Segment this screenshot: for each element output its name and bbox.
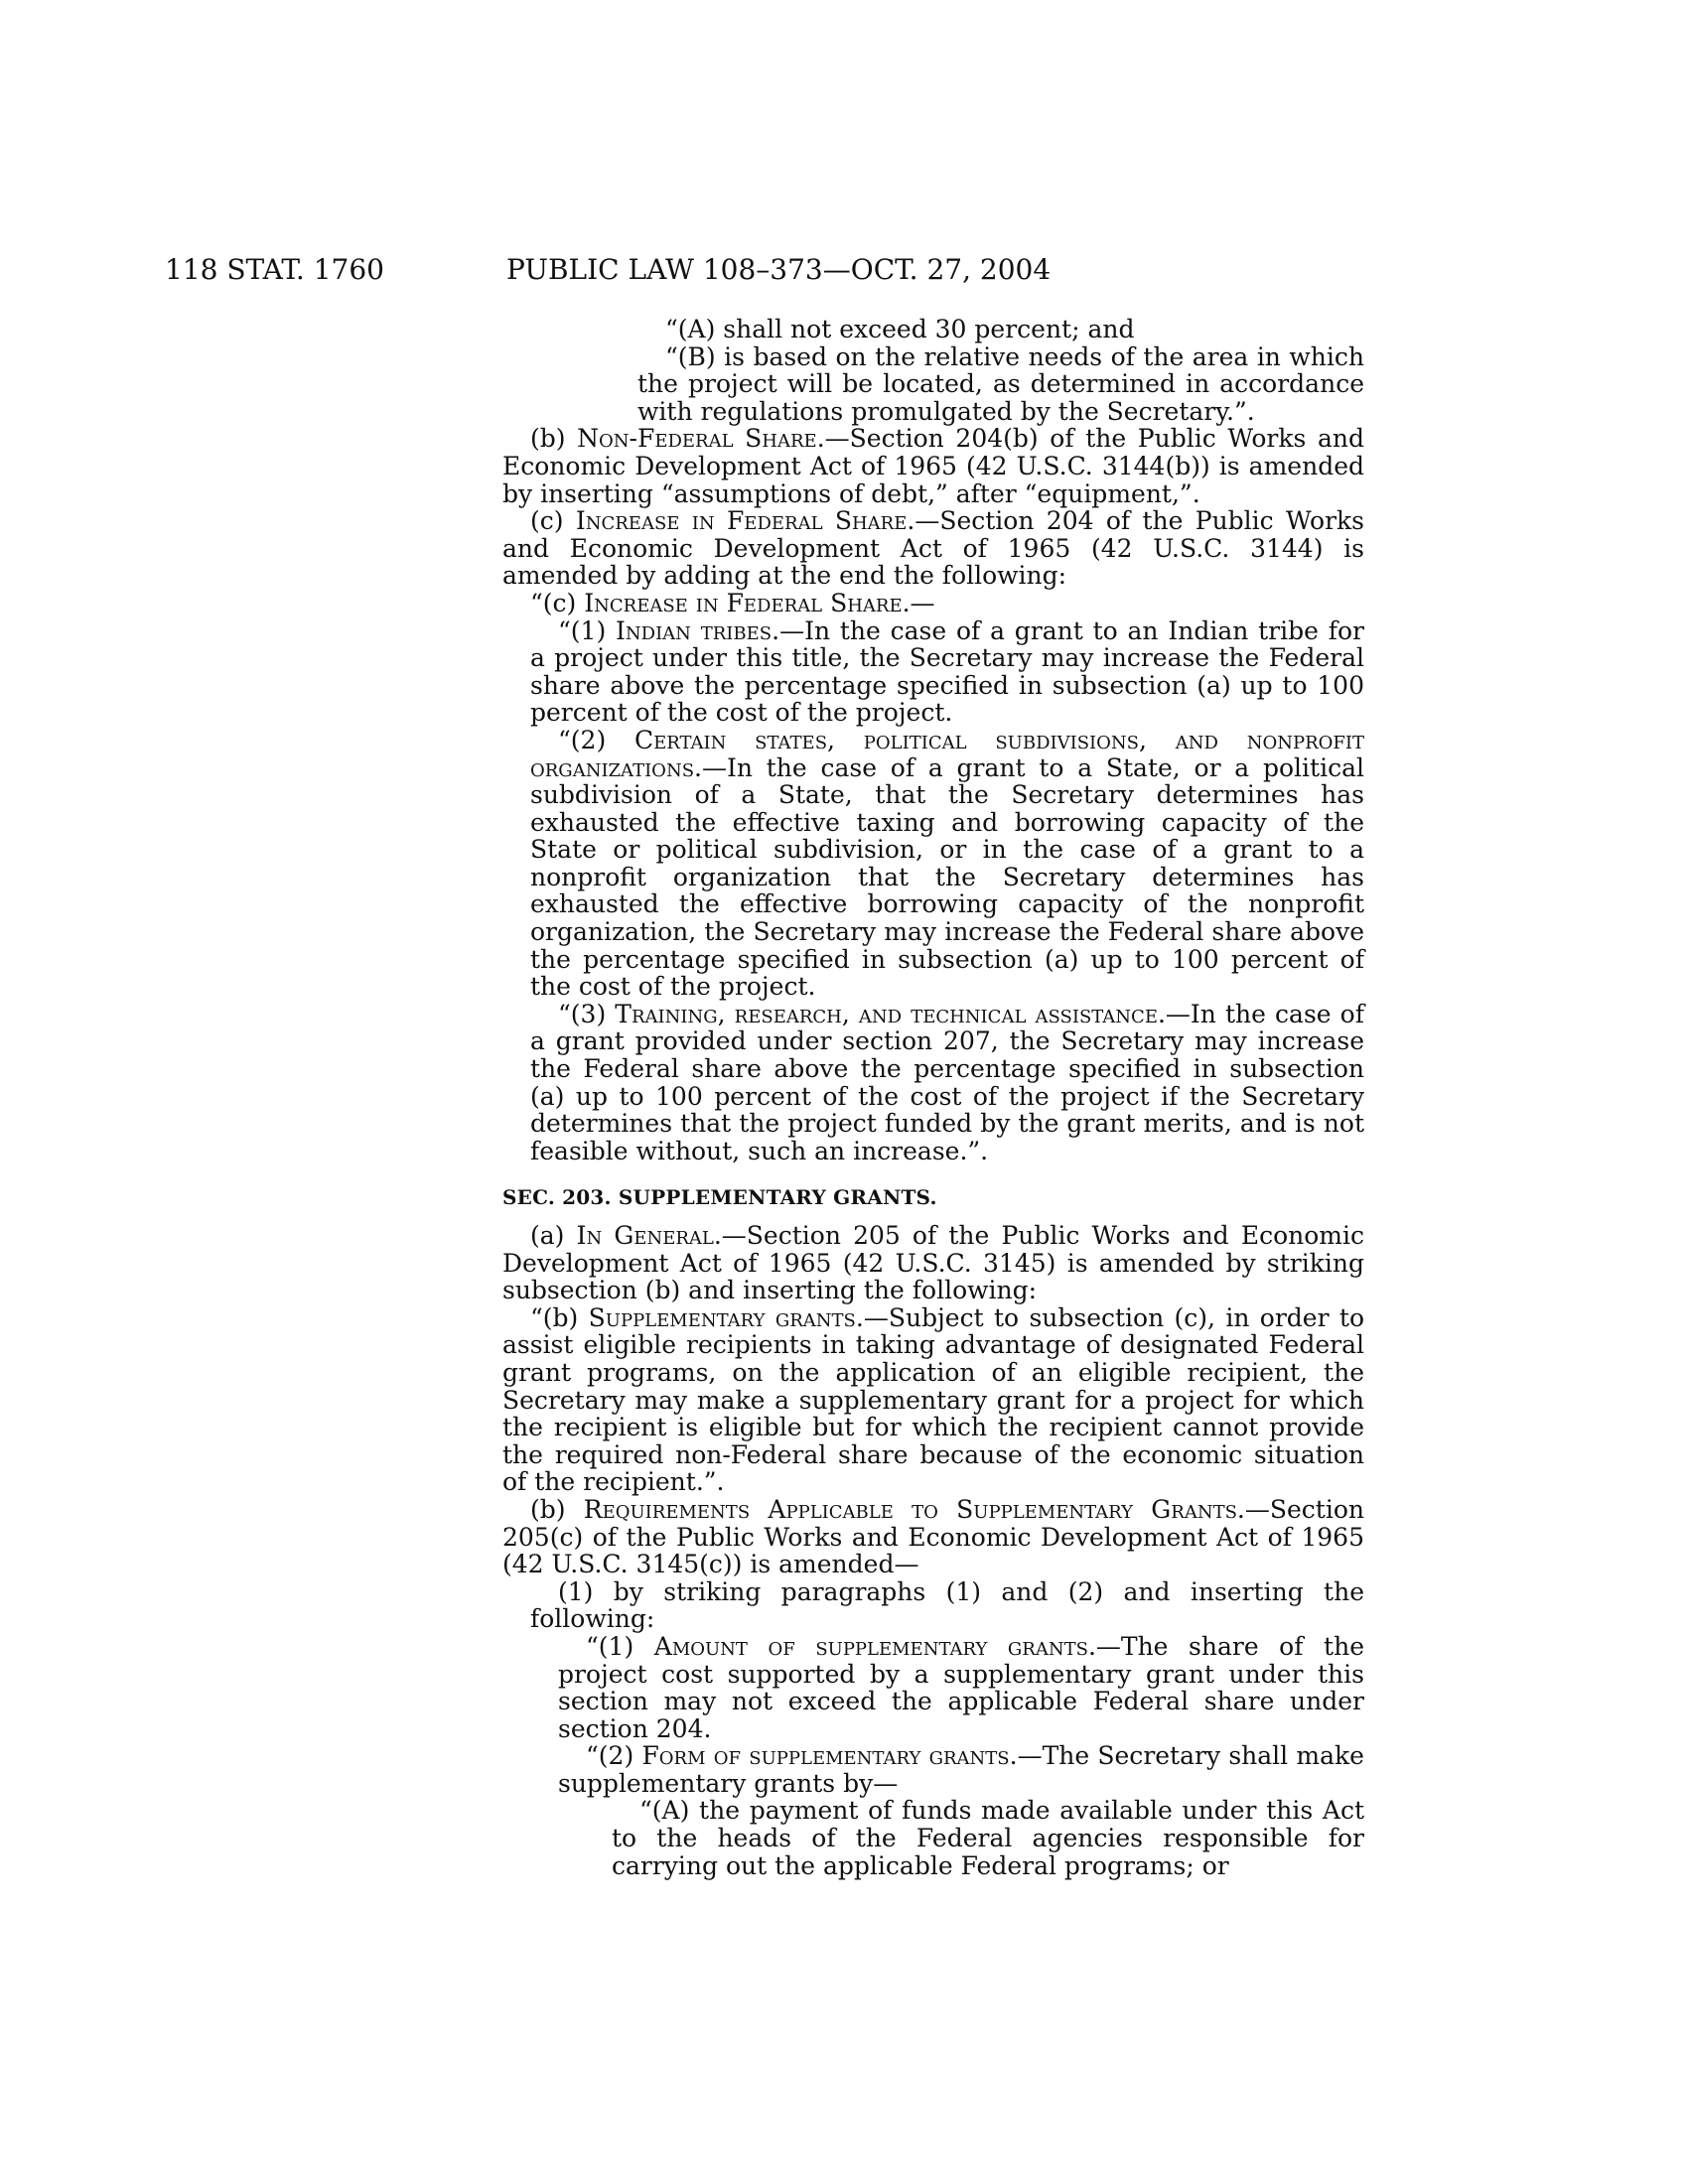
paragraph-heading: Training, research, and technical assistance. xyxy=(615,999,1166,1028)
subsection-heading: Non-Federal Share. xyxy=(577,424,825,454)
clause-b-relative-needs: “(B) is based on the relative needs of the area in which the project will be located, as determined in accordance with regulations promulgated by the Secretary.”. xyxy=(637,341,1364,426)
clause-a-shall-not-exceed: “(A) shall not exceed 30 percent; and xyxy=(665,315,1135,343)
quoted-subsection-b-supplementary-grants: “(b) Supplementary grants.—Subject to subsection (c), in order to assist eligible recipients in taking advantage of designated Federal grant programs, on the application of an eligible recipient, the Secretary may make a supplementary grant for a project for which the recipient is eligible but for which the recipient cannot provide the required non-Federal share because of the economic situation of the recipient.”. xyxy=(502,1302,1364,1497)
paragraph-heading: Indian tribes. xyxy=(616,615,780,645)
document-body xyxy=(502,316,1364,1879)
subsection-heading: Increase in Federal Share. xyxy=(575,506,915,536)
subsection-b-requirements: (b) Requirements Applicable to Supplementary Grants.—Section 205(c) of the Public Works and Economic Development Act of 1965 (42 U.S.C. 3145(c)) is amended— xyxy=(502,1494,1364,1579)
subsection-heading: In General. xyxy=(576,1221,722,1250)
quoted-clause-a-payment-of-funds: “(A) the payment of funds made available under this Act to the heads of the Federal agencies responsible for carrying out the applicable Federal programs; or xyxy=(612,1796,1364,1880)
subsection-b-non-federal-share: (b) Non-Federal Share.—Section 204(b) of the Public Works and Economic Development Act of 1965 (42 U.S.C. 3144(b)) is amended by inserting “assumptions of debt,” after “equipment,”. xyxy=(502,424,1364,508)
public-law-title: PUBLIC LAW 108–373—OCT. 27, 2004 xyxy=(506,253,1052,286)
subsection-heading: Supplementary grants. xyxy=(588,1302,864,1332)
subsection-heading: Requirements Applicable to Supplementary Grants. xyxy=(583,1494,1245,1524)
subsection-a-in-general: (a) In General.—Section 205 of the Public Works and Economic Development Act of 1965 (42 U.S.C. 3145) is amended by striking subsection (b) and inserting the following: xyxy=(502,1221,1364,1305)
paragraph-1-indian-tribes: “(1) Indian tribes.—In the case of a grant to an Indian tribe for a project under this title, the Secretary may increase the Federal share above the percentage specified in subsection (a) up to 100 percent of the cost of the project. xyxy=(530,615,1364,728)
paragraph-2-certain-states: “(2) Certain states, political subdivisions, and nonprofit organizations.—In the case of a grant to a State, or a political subdivision of a State, that the Secretary determines has exhausted the effective taxing and borrowing capacity of the State or political subdivision, or in the case of a grant to a nonprofit organization that the Secretary determines has exhausted the effective borrowing capacity of the nonprofit organization, the Secretary may increase the Federal share above the percentage specified in subsection (a) up to 100 percent of the cost of the project. xyxy=(530,725,1364,1002)
quoted-paragraph-2-form: “(2) Form of supplementary grants.—The Secretary shall make supplementary grants by— xyxy=(558,1741,1364,1798)
statute-page-number: 118 STAT. 1760 xyxy=(165,253,384,286)
quoted-subsection-c-heading: “(c) Increase in Federal Share.— xyxy=(530,588,935,617)
paragraph-heading: Form of supplementary grants. xyxy=(641,1741,1018,1771)
paragraph-3-training-research: “(3) Training, research, and technical assistance.—In the case of a grant provided under section 207, the Secretary may increase the Federal share above the percentage specified in subsection (a) up to 100 percent of the cost of the project if the Secretary determines that the project funded by the grant merits, and is not feasible without, such an increase.”. xyxy=(530,999,1364,1165)
quoted-paragraph-1-amount: “(1) Amount of supplementary grants.—The share of the project cost supported by a supplementary grant under this section may not exceed the applicable Federal share under section 204. xyxy=(558,1631,1364,1743)
section-203-heading: SEC. 203. SUPPLEMENTARY GRANTS. xyxy=(502,1185,937,1210)
paragraph-1-striking: (1) by striking paragraphs (1) and (2) and inserting the following: xyxy=(530,1576,1364,1634)
paragraph-heading: Amount of supplementary grants. xyxy=(653,1631,1096,1661)
subsection-heading: Increase in Federal Share. xyxy=(584,588,911,617)
running-header xyxy=(0,250,1688,290)
subsection-c-increase-federal-share: (c) Increase in Federal Share.—Section 204 of the Public Works and Economic Development Act of 1965 (42 U.S.C. 3144) is amended by adding at the end the following: xyxy=(502,506,1364,591)
paragraph-heading: Certain states, political subdivisions, and nonprofit organizations. xyxy=(530,725,1364,782)
